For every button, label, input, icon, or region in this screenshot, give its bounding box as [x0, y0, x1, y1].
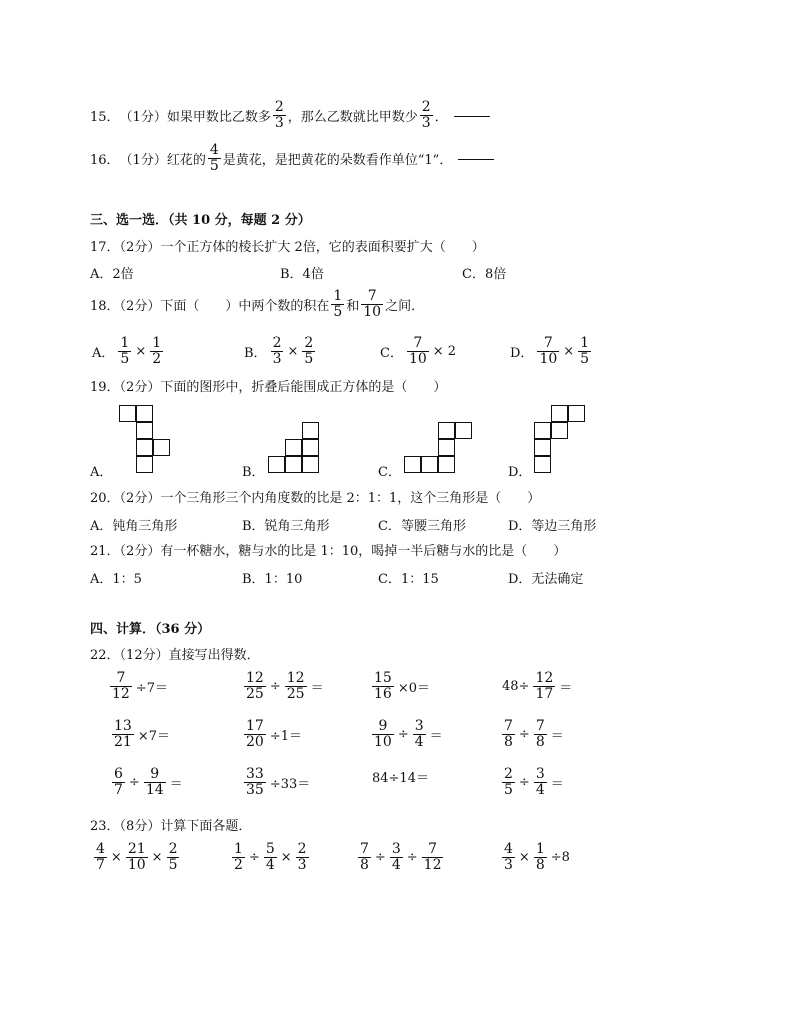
math-text: ÷	[248, 850, 260, 865]
option-b[interactable]	[242, 336, 317, 367]
question-number: 16．	[90, 153, 120, 168]
option-b[interactable]: B．4倍	[280, 267, 324, 282]
calc-expression	[242, 767, 312, 798]
fraction: $\frac{33}{35}$	[246, 766, 264, 798]
question-text: 18．（2分）下面（ ）中两个数的积在	[90, 299, 330, 314]
math-text: ＝	[559, 681, 573, 696]
question-15: 15． （1分） 如果甲数比乙数多 $\frac{2}{3}$ ，那么乙数就比甲数少 $\frac{2}{3}$ ．	[90, 100, 490, 131]
fraction: $\frac{1}{5}$	[580, 335, 590, 367]
question-20: 20．（2分）一个三角形三个内角度数的比是 2：1：1，这个三角形是（ ）	[90, 491, 541, 506]
fraction: $\frac{7}{12}$	[112, 670, 130, 702]
fraction: $\frac{5}{4}$	[265, 841, 275, 873]
math-text: ÷	[406, 850, 418, 865]
fraction: $\frac{3}{4}$	[391, 841, 401, 873]
fraction: $\frac{13}{21}$	[114, 718, 132, 750]
math-text: C．	[380, 346, 403, 361]
math-text: ÷8	[550, 850, 570, 865]
section-4-title: 四、计算．（36 分）	[90, 622, 211, 637]
fraction: $\frac{2}{3}$	[297, 841, 307, 873]
fraction: $\frac{7}{8}$	[360, 841, 369, 873]
question-18: 18．（2分）下面（ ）中两个数的积在 $\frac{1}{5}$ 和 $\frac{7}{10}$ 之间．	[90, 288, 425, 320]
math-text: D．	[510, 346, 534, 361]
calc-expression	[500, 767, 566, 798]
math-text: 2	[447, 344, 456, 359]
option-a[interactable]: A．1：5	[90, 572, 142, 587]
calc-expression	[370, 767, 431, 786]
math-text: ＝	[429, 729, 443, 744]
fraction: $\frac{2}{5}$	[504, 766, 513, 798]
fraction: $\frac{1}{2}$	[152, 335, 162, 367]
option-b[interactable]: B．	[242, 465, 265, 480]
option-c[interactable]: C．等腰三角形	[378, 519, 466, 534]
option-d[interactable]: D．等边三角形	[508, 519, 597, 534]
fraction: $\frac{12}{17}$	[535, 670, 554, 702]
fraction: $\frac{15}{16}$	[374, 670, 392, 702]
fraction: $\frac{7}{10}$	[539, 335, 558, 367]
math-text: A．	[92, 346, 115, 361]
fraction: $\frac{3}{4}$	[414, 718, 424, 750]
math-text: ＝	[550, 729, 564, 744]
fraction: $\frac{7}{10}$	[408, 335, 427, 367]
fraction: $\frac{2}{5}$	[304, 335, 314, 367]
calc-expression	[500, 671, 574, 702]
calc-expression	[500, 719, 566, 750]
fraction: $\frac{12}{25}$	[246, 670, 264, 702]
question-19: 19．（2分）下面的图形中，折叠后能围成正方体的是（ ）	[90, 380, 447, 395]
question-text: 如果甲数比乙数多	[166, 110, 271, 125]
option-c[interactable]	[378, 336, 458, 367]
math-text: ×	[287, 344, 299, 359]
fraction: $\frac{4}{7}$	[96, 841, 105, 873]
math-text: ＝	[310, 681, 324, 696]
question-text: ，那么乙数就比甲数少	[287, 110, 418, 125]
question-23: 23．（8分）计算下面各题．	[90, 819, 252, 834]
math-text: ×	[432, 344, 444, 359]
fraction: $\frac{9}{10}$	[374, 718, 392, 750]
fraction: $\frac{21}{10}$	[127, 841, 146, 873]
math-text: ＝	[550, 777, 564, 792]
option-b[interactable]: B．锐角三角形	[242, 519, 330, 534]
math-text: ×0＝	[397, 681, 430, 696]
math-text: ×	[563, 344, 575, 359]
math-text: ÷	[269, 679, 281, 694]
math-text: ÷1＝	[269, 729, 302, 744]
calc-expression	[370, 719, 445, 750]
question-number: 15．	[90, 110, 120, 125]
calc-expression	[108, 671, 170, 702]
calc-expression	[242, 671, 326, 702]
math-text: ×	[518, 850, 530, 865]
calc-expression	[110, 719, 172, 750]
option-a[interactable]: A．	[90, 465, 113, 480]
math-text: ×	[110, 850, 122, 865]
fraction: $\frac{2}{3}$	[274, 99, 284, 131]
math-text: ÷	[374, 850, 386, 865]
calc-expression	[230, 842, 311, 873]
fraction: $\frac{6}{7}$	[114, 766, 123, 798]
question-22: 22．（12分）直接写出得数．	[90, 648, 260, 663]
question-21: 21．（2分）有一杯糖水，糖与水的比是 1：10，喝掉一半后糖与水的比是（ ）	[90, 544, 567, 559]
math-text: ÷	[397, 727, 409, 742]
option-b[interactable]: B．1：10	[242, 572, 303, 587]
calc-expression	[242, 719, 304, 750]
math-text: ÷	[518, 775, 530, 790]
option-a[interactable]	[90, 336, 165, 367]
question-score: （1分）	[119, 153, 167, 168]
math-text: ÷	[518, 727, 530, 742]
fraction: $\frac{7}{8}$	[504, 718, 513, 750]
math-text: ÷7＝	[135, 681, 168, 696]
question-16	[90, 143, 494, 174]
calc-expression	[110, 767, 185, 798]
option-c[interactable]: C．1：15	[378, 572, 439, 587]
option-d[interactable]	[508, 336, 593, 367]
option-d[interactable]: D．	[508, 465, 532, 480]
math-text: ×7＝	[137, 729, 170, 744]
calc-expression	[356, 842, 445, 873]
option-a[interactable]: A．钝角三角形	[90, 519, 178, 534]
fraction: $\frac{1}{5}$	[333, 288, 343, 320]
fraction: $\frac{7}{8}$	[535, 718, 545, 750]
math-text: ×	[280, 850, 292, 865]
option-d[interactable]: D．无法确定	[508, 572, 584, 587]
math-text: B．	[244, 346, 267, 361]
math-text: 48÷	[502, 679, 530, 694]
fraction: $\frac{1}{8}$	[535, 841, 545, 873]
fraction: $\frac{2}{3}$	[272, 335, 282, 367]
fraction: $\frac{4}{5}$	[209, 142, 219, 174]
math-text: 84÷14＝	[372, 771, 429, 786]
fraction: $\frac{7}{12}$	[423, 841, 442, 873]
fraction: $\frac{7}{10}$	[363, 288, 382, 320]
question-17: 17．（2分）一个正方体的棱长扩大 2倍，它的表面积要扩大（ ）	[90, 240, 485, 255]
calc-expression	[370, 671, 432, 702]
option-c[interactable]: C．	[378, 465, 401, 480]
fraction: $\frac{1}{2}$	[234, 841, 243, 873]
fraction: $\frac{1}{5}$	[120, 335, 130, 367]
answer-blank[interactable]	[458, 158, 494, 160]
math-text: ×	[151, 850, 163, 865]
fraction: $\frac{4}{3}$	[504, 841, 513, 873]
fraction: $\frac{3}{4}$	[535, 766, 545, 798]
calc-expression	[92, 842, 181, 873]
fraction: $\frac{9}{14}$	[145, 766, 164, 798]
calc-expression	[500, 842, 572, 873]
fraction: $\frac{2}{5}$	[168, 841, 178, 873]
answer-blank[interactable]	[454, 115, 490, 117]
section-3-title: 三、选一选．（共 10 分，每题 2 分）	[90, 213, 311, 228]
question-text: 是黄花，是把黄花的朵数看作单位“1”．	[222, 153, 453, 168]
math-text: ＝	[169, 777, 183, 792]
fraction: $\frac{17}{20}$	[246, 718, 264, 750]
option-c[interactable]: C．8倍	[462, 267, 507, 282]
fraction: $\frac{2}{3}$	[421, 99, 431, 131]
question-score: （1分）	[119, 110, 167, 125]
question-text: 红花的	[166, 153, 206, 168]
math-text: ÷33＝	[269, 777, 311, 792]
math-text: ÷	[128, 775, 140, 790]
fraction: $\frac{12}{25}$	[286, 670, 305, 702]
option-a[interactable]: A．2倍	[90, 267, 134, 282]
math-text: ×	[135, 344, 147, 359]
